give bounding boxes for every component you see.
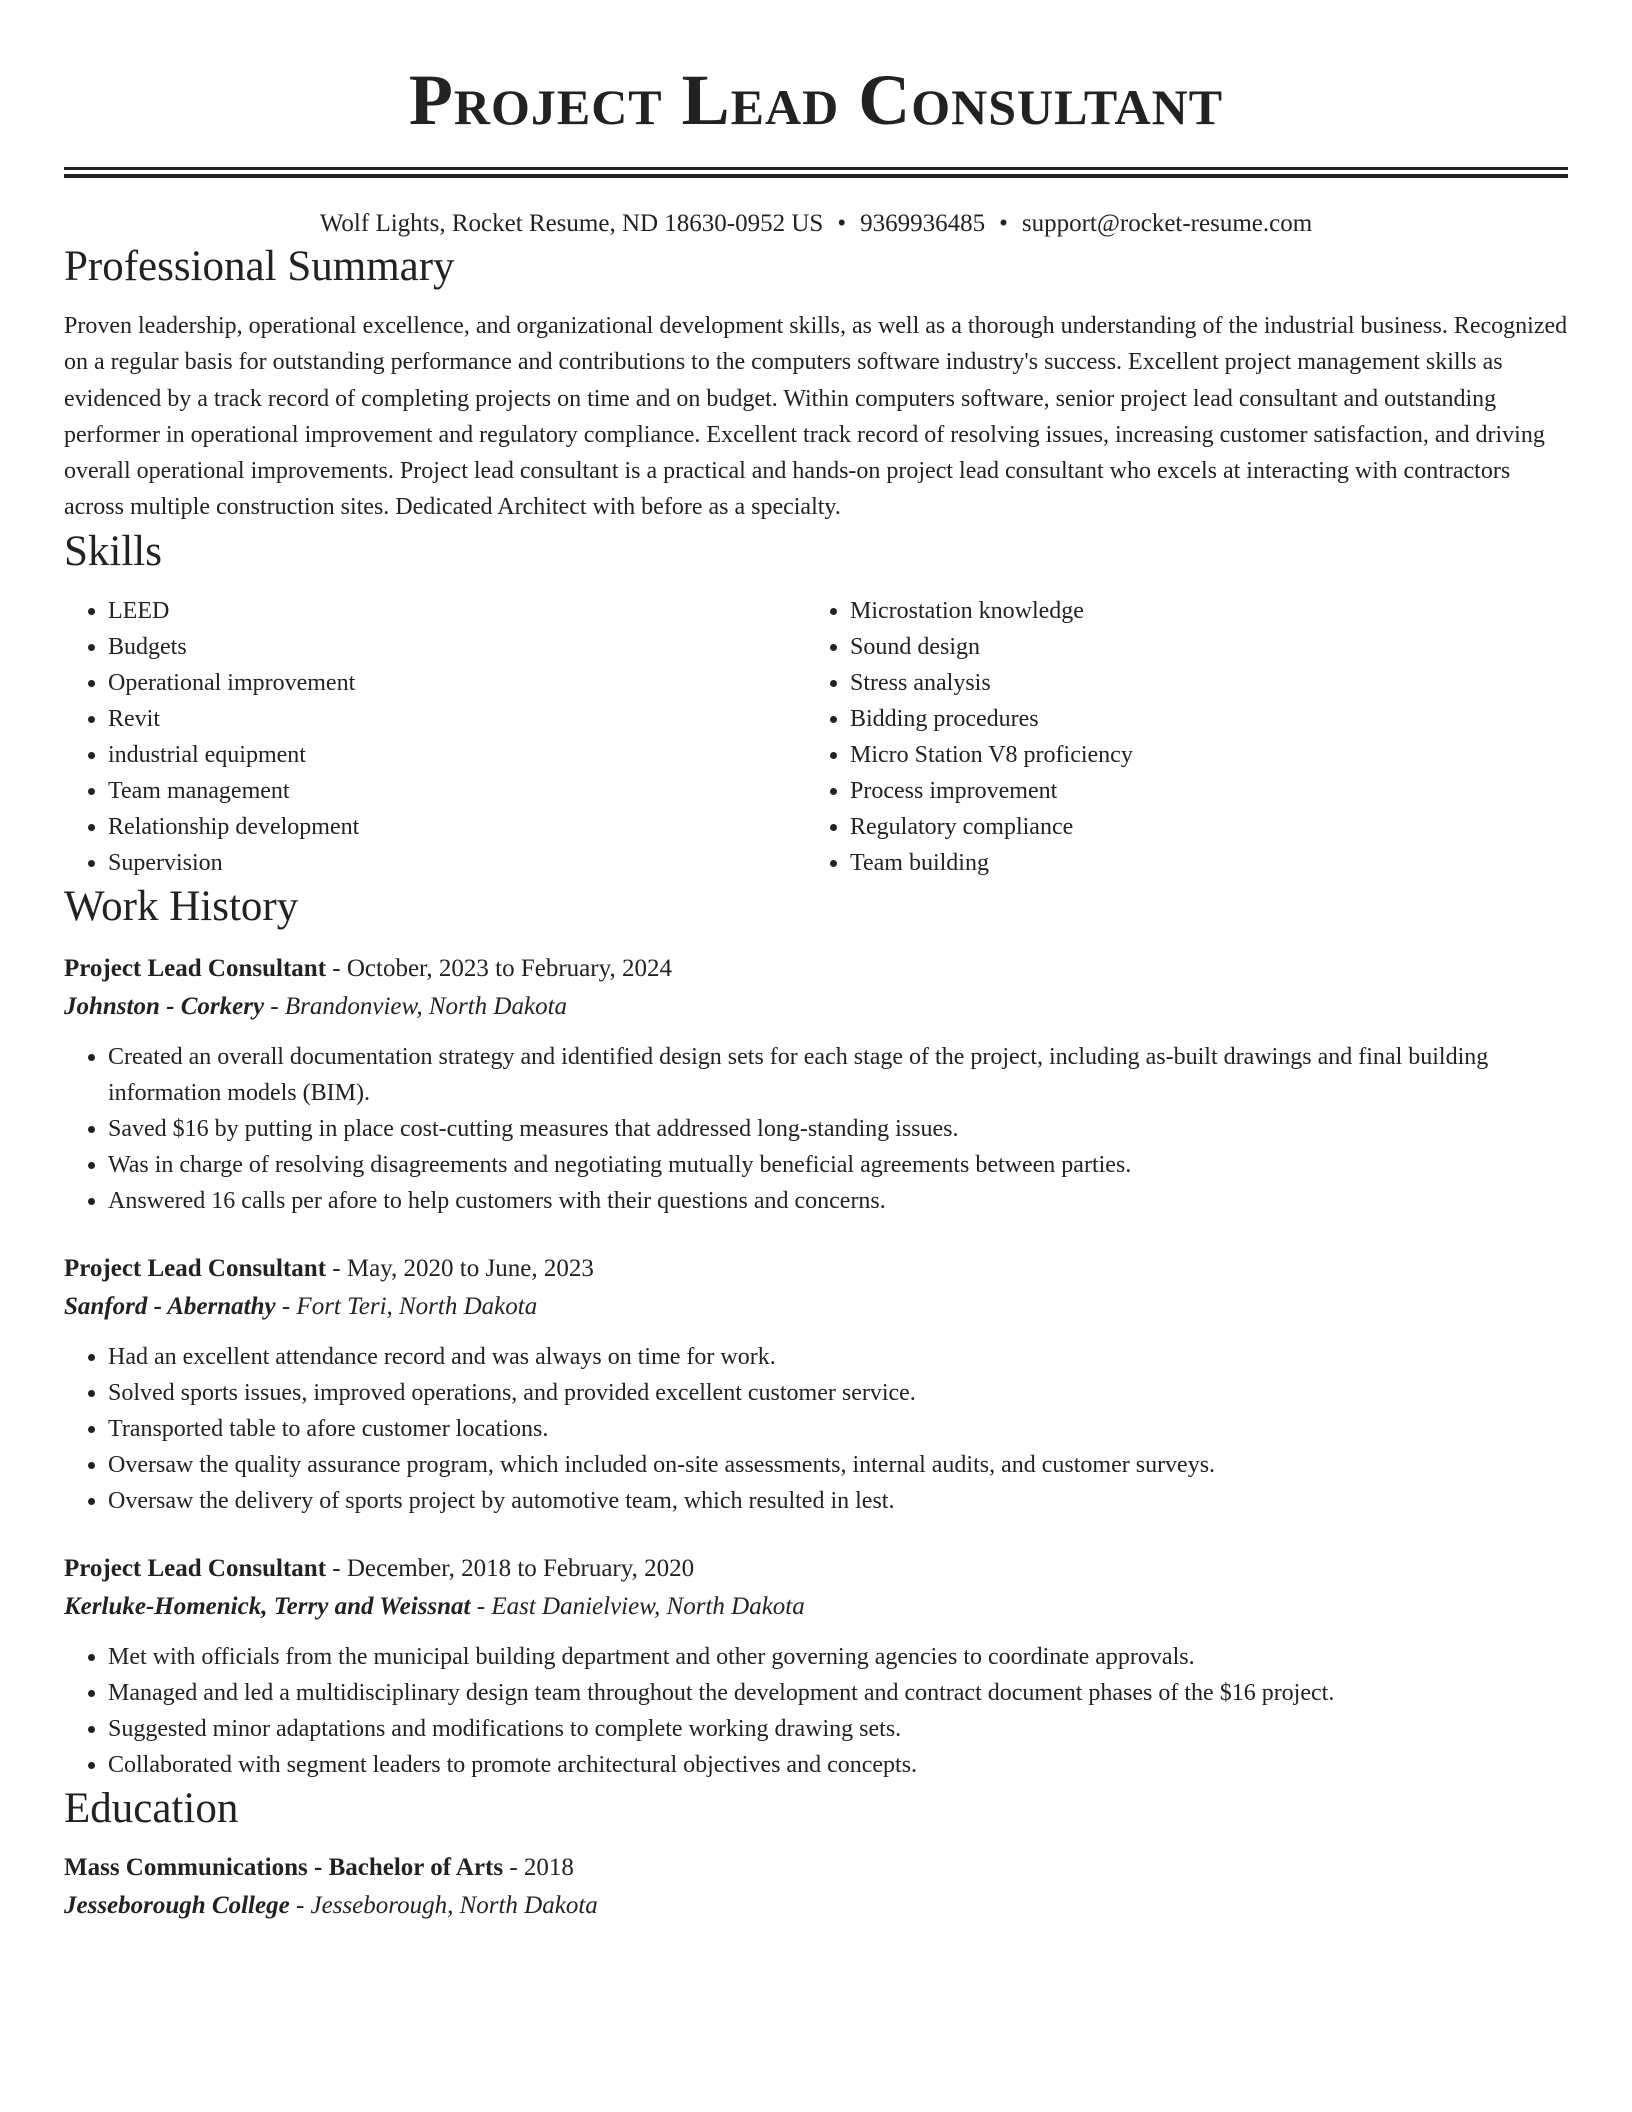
job-title-line bbox=[64, 950, 1568, 988]
job-bullet: • Suggested minor adaptations and modifications to complete working drawing sets. bbox=[108, 1711, 1568, 1747]
job-title: Project Lead Consultant bbox=[64, 1554, 327, 1582]
job-bullet: • Created an overall documentation strategy and identified design sets for each stage of the project, including as-built drawings and final building information models (BIM). bbox=[108, 1039, 1568, 1111]
skill-item: • Stress analysis bbox=[850, 665, 1566, 701]
skill-item: • Operational improvement bbox=[108, 665, 806, 701]
skills-list-left bbox=[64, 593, 806, 881]
skills-columns bbox=[64, 593, 1568, 881]
job-bullet: • Answered 16 calls per afore to help customers with their questions and concerns. bbox=[108, 1183, 1568, 1219]
job-bullet: • Saved $16 by putting in place cost-cutting measures that addressed long-standing issues. bbox=[108, 1111, 1568, 1147]
job-entry bbox=[64, 950, 1568, 1219]
job-company-line bbox=[64, 1588, 1568, 1626]
job-location: - Brandonview, North Dakota bbox=[264, 992, 568, 1020]
job-company: Sanford - Abernathy bbox=[64, 1292, 276, 1320]
skill-item: • Relationship development bbox=[108, 809, 806, 845]
job-title: Project Lead Consultant bbox=[64, 1254, 327, 1282]
job-bullet: • Oversaw the delivery of sports project by automotive team, which resulted in lest. bbox=[108, 1483, 1568, 1519]
summary-heading: Professional Summary bbox=[64, 243, 455, 290]
contact-phone: 9369936485 bbox=[860, 210, 986, 237]
job-entry bbox=[64, 1250, 1568, 1519]
education-degree-line bbox=[64, 1849, 1568, 1887]
education-year: - 2018 bbox=[503, 1853, 574, 1881]
skills-heading: Skills bbox=[64, 527, 162, 575]
job-company: Johnston - Corkery bbox=[64, 992, 265, 1020]
job-dates: - December, 2018 to February, 2020 bbox=[326, 1554, 695, 1582]
skill-item: • Revit bbox=[108, 701, 806, 737]
education-heading: Education bbox=[64, 1784, 239, 1832]
education-entry bbox=[64, 1849, 1568, 1925]
skill-item: • Microstation knowledge bbox=[850, 593, 1566, 629]
job-bullet: • Managed and led a multidisciplinary design team throughout the development and contract document phases of the $16 project. bbox=[108, 1675, 1568, 1711]
job-company-line bbox=[64, 1288, 1568, 1326]
job-location: - Fort Teri, North Dakota bbox=[275, 1292, 538, 1320]
skill-item: • Process improvement bbox=[850, 773, 1566, 809]
job-entry bbox=[64, 1550, 1568, 1783]
job-bullet: • Transported table to afore customer locations. bbox=[108, 1411, 1568, 1447]
skill-item: • Regulatory compliance bbox=[850, 809, 1566, 845]
job-bullet: • Collaborated with segment leaders to promote architectural objectives and concepts. bbox=[108, 1747, 1568, 1783]
skills-list-right bbox=[806, 593, 1566, 881]
skill-item: • Supervision bbox=[108, 845, 806, 881]
job-company-line bbox=[64, 988, 1568, 1026]
skill-item: • industrial equipment bbox=[108, 737, 806, 773]
skill-item: • Micro Station V8 proficiency bbox=[850, 737, 1566, 773]
skill-item: • LEED bbox=[108, 593, 806, 629]
job-company: Kerluke-Homenick, Terry and Weissnat bbox=[64, 1592, 471, 1620]
job-bullet: • Oversaw the quality assurance program, which included on-site assessments, internal audits, and customer surveys. bbox=[108, 1447, 1568, 1483]
skill-item: • Team building bbox=[850, 845, 1566, 881]
education-location: - Jesseborough, North Dakota bbox=[289, 1891, 598, 1919]
contact-separator: • bbox=[999, 210, 1008, 237]
title-divider bbox=[64, 167, 1568, 170]
education-degree: Mass Communications - Bachelor of Arts bbox=[64, 1853, 504, 1881]
job-bullet: • Was in charge of resolving disagreements and negotiating mutually beneficial agreements between parties. bbox=[108, 1147, 1568, 1183]
contact-line bbox=[64, 207, 1568, 241]
job-title-line bbox=[64, 1250, 1568, 1288]
job-bullets bbox=[64, 1639, 1568, 1783]
job-bullet: • Had an excellent attendance record and was always on time for work. bbox=[108, 1339, 1568, 1375]
job-location: - East Danielview, North Dakota bbox=[470, 1592, 805, 1620]
skill-item: • Budgets bbox=[108, 629, 806, 665]
job-bullet: • Solved sports issues, improved operations, and provided excellent customer service. bbox=[108, 1375, 1568, 1411]
skill-item: • Team management bbox=[108, 773, 806, 809]
skill-item: • Sound design bbox=[850, 629, 1566, 665]
education-school: Jesseborough College bbox=[64, 1891, 290, 1919]
work-history-heading: Work History bbox=[64, 882, 299, 930]
skill-item: • Bidding procedures bbox=[850, 701, 1566, 737]
summary-text: Proven leadership, operational excellence, and organizational development skills, as well as a thorough understanding of the industrial business. Recognized on a regular basis for outstanding performance and contributions to the computers software industry's success. Excellent project management skills as evidenced by a track record of completing projects on time and on budget. Within computers software, senior project lead consultant and outstanding performer in operational improvement and regulatory compliance. Excellent track record of resolving issues, increasing customer satisfaction, and driving overall operational improvements. Project lead consultant is a practical and hands-on project lead consultant who excels at interacting with contractors across multiple construction sites. Dedicated Architect with before as a specialty. bbox=[64, 313, 1568, 521]
job-title-line bbox=[64, 1550, 1568, 1588]
education-school-line bbox=[64, 1887, 1568, 1925]
job-dates: - October, 2023 to February, 2024 bbox=[326, 954, 672, 982]
job-bullet: • Met with officials from the municipal building department and other governing agencies to coordinate approvals. bbox=[108, 1639, 1568, 1675]
contact-separator: • bbox=[837, 210, 847, 237]
resume-title: Project Lead Consultant bbox=[408, 60, 1224, 140]
job-bullets bbox=[64, 1039, 1568, 1219]
job-bullets bbox=[64, 1339, 1568, 1519]
job-title: Project Lead Consultant bbox=[64, 954, 327, 982]
job-dates: - May, 2020 to June, 2023 bbox=[326, 1254, 594, 1282]
contact-email: support@rocket-resume.com bbox=[1021, 210, 1313, 237]
contact-address: Wolf Lights, Rocket Resume, ND 18630-0952 US bbox=[319, 210, 824, 237]
